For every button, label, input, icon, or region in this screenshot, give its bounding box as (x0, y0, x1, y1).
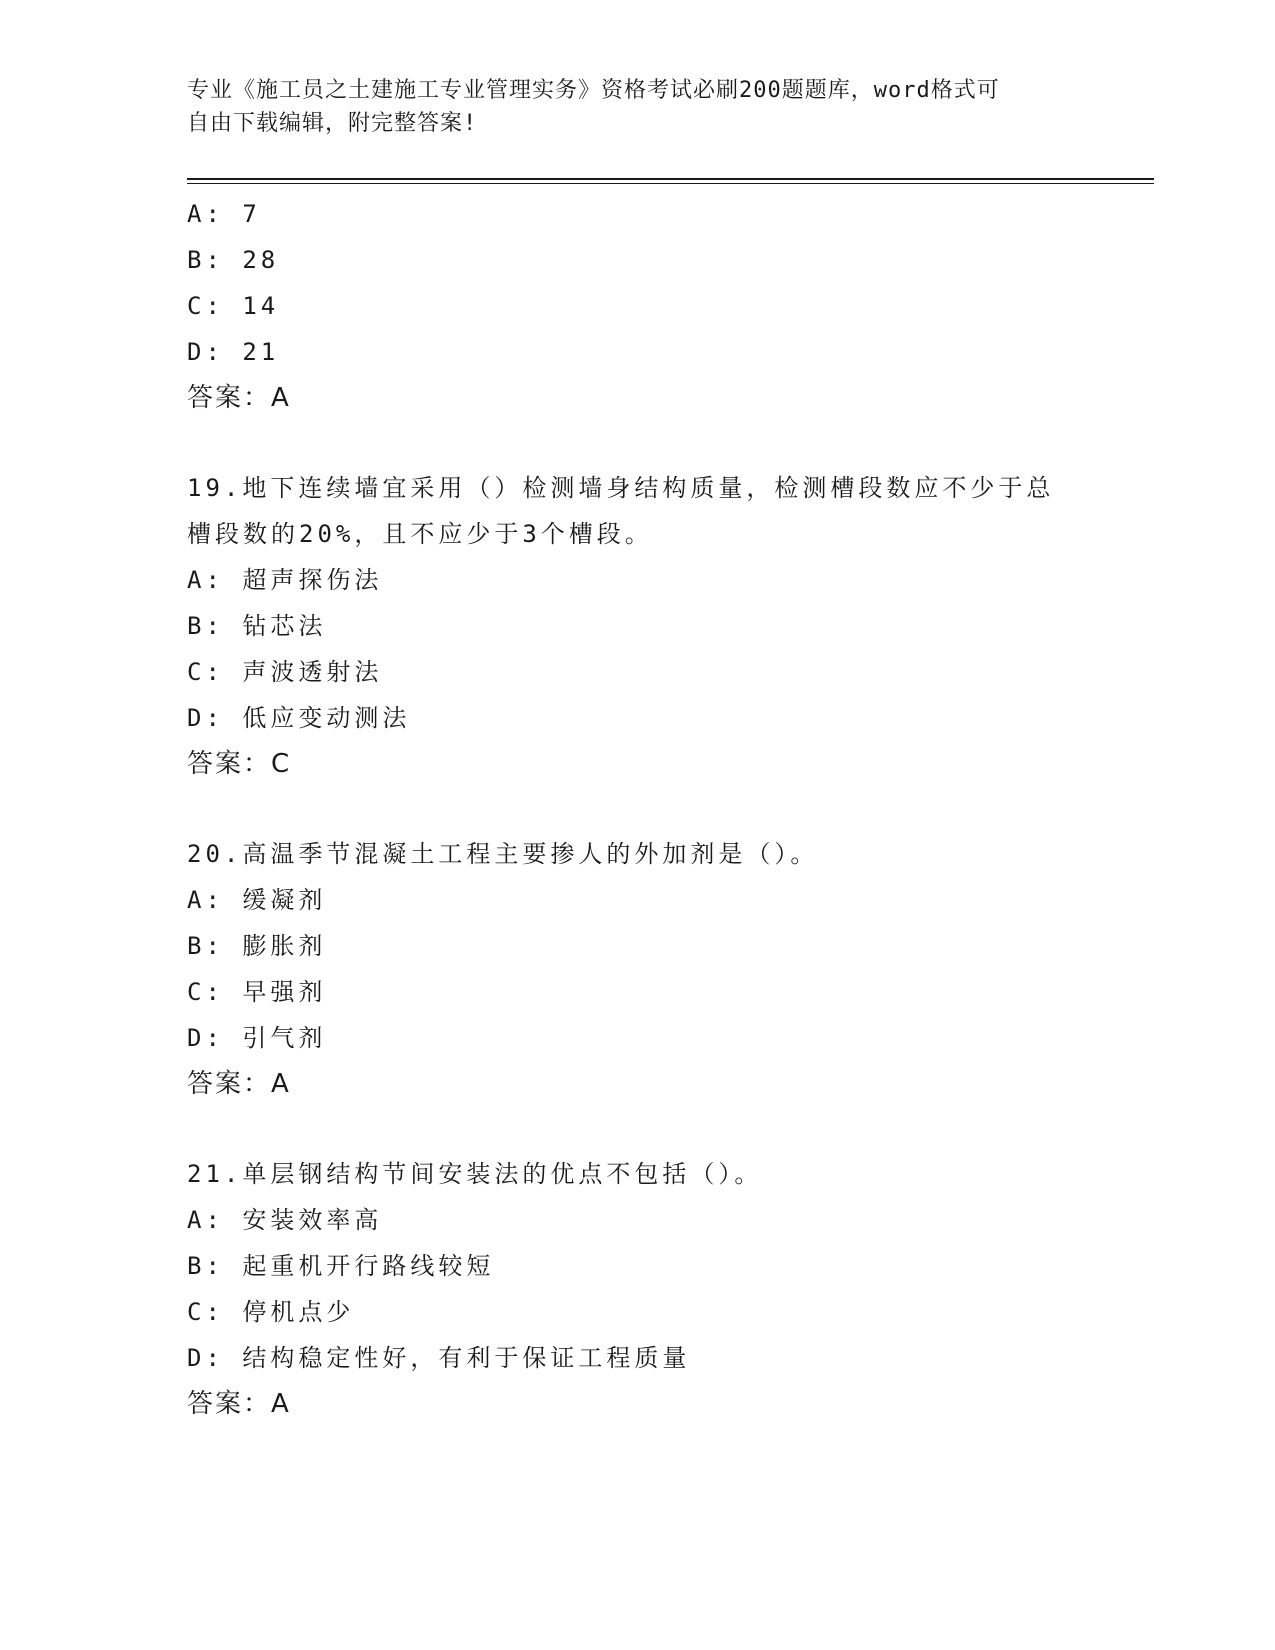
option-d (187, 695, 1087, 741)
option-letter: A: (187, 1206, 224, 1234)
option-letter: C: (187, 1298, 224, 1326)
option-text: 膨胀剂 (242, 932, 327, 960)
option-text: 低应变动测法 (242, 704, 411, 732)
question-stem-line-2: 槽段数的20%，且不应少于3个槽段。 (187, 520, 653, 548)
option-letter: A: (187, 566, 224, 594)
option-text: 超声探伤法 (242, 566, 383, 594)
question-list (187, 191, 1087, 1427)
answer-line: 答案：A (187, 383, 291, 413)
question-stem-line-1: 19.地下连续墙宜采用（）检测墙身结构质量，检测槽段数应不少于总 (187, 474, 1055, 502)
option-text: 声波透射法 (242, 658, 383, 686)
header-title-line-1: 专业《施工员之土建施工专业管理实务》资格考试必刷200题题库，word格式可 (187, 78, 1000, 103)
option-text: 14 (242, 292, 280, 320)
header-title-line-2: 自由下载编辑，附完整答案! (187, 111, 478, 136)
option-text: 7 (242, 200, 261, 228)
option-letter: C: (187, 292, 224, 320)
option-c (187, 1289, 1087, 1335)
option-a (187, 557, 1087, 603)
option-letter: A: (187, 200, 224, 228)
option-c (187, 649, 1087, 695)
option-text: 缓凝剂 (242, 886, 327, 914)
option-letter: C: (187, 658, 224, 686)
spacer (187, 421, 1087, 465)
question-21 (187, 1151, 1087, 1427)
option-text: 早强剂 (242, 978, 327, 1006)
header-divider-thin (187, 183, 1154, 184)
option-letter: B: (187, 932, 224, 960)
answer-line: 答案：C (187, 749, 292, 779)
option-text: 钻芯法 (242, 612, 327, 640)
answer-line: 答案：A (187, 1069, 291, 1099)
option-text: 结构稳定性好，有利于保证工程质量 (242, 1344, 691, 1372)
option-a (187, 877, 1087, 923)
option-letter: D: (187, 1344, 224, 1372)
option-d (187, 1335, 1087, 1381)
question-19 (187, 465, 1087, 787)
question-stem-line-1: 20.高温季节混凝土工程主要掺人的外加剂是（）。 (187, 840, 819, 868)
answer-line: 答案：A (187, 1389, 291, 1419)
spacer (187, 787, 1087, 831)
spacer (187, 1107, 1087, 1151)
option-letter: C: (187, 978, 224, 1006)
option-letter: D: (187, 338, 224, 366)
option-d (187, 1015, 1087, 1061)
document-header (187, 74, 1087, 140)
option-text: 21 (242, 338, 280, 366)
option-letter: A: (187, 886, 224, 914)
option-letter: D: (187, 1024, 224, 1052)
option-text: 引气剂 (242, 1024, 327, 1052)
option-a (187, 191, 1087, 237)
option-b (187, 923, 1087, 969)
option-b (187, 237, 1087, 283)
option-b (187, 603, 1087, 649)
question-18-continuation (187, 191, 1087, 421)
question-stem-line-1: 21.单层钢结构节间安装法的优点不包括（）。 (187, 1160, 763, 1188)
option-text: 28 (242, 246, 280, 274)
question-20 (187, 831, 1087, 1107)
option-letter: B: (187, 1252, 224, 1280)
option-b (187, 1243, 1087, 1289)
option-d (187, 329, 1087, 375)
option-text: 安装效率高 (242, 1206, 383, 1234)
option-letter: B: (187, 246, 224, 274)
option-text: 停机点少 (242, 1298, 355, 1326)
header-divider-thick (187, 178, 1154, 180)
option-c (187, 969, 1087, 1015)
option-text: 起重机开行路线较短 (242, 1252, 495, 1280)
option-letter: D: (187, 704, 224, 732)
option-letter: B: (187, 612, 224, 640)
option-a (187, 1197, 1087, 1243)
option-c (187, 283, 1087, 329)
